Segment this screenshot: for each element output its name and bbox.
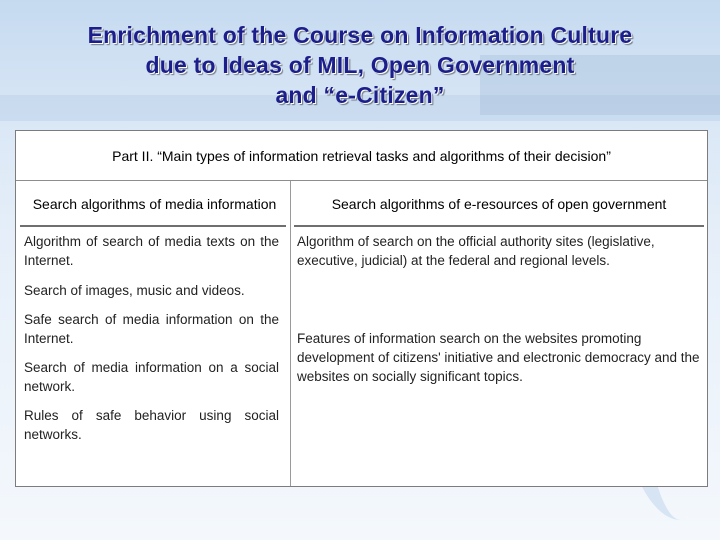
title-line: due to Ideas of MIL, Open Government [145, 52, 575, 78]
heading-divider [20, 225, 286, 227]
left-item: Rules of safe behavior using social networks. [24, 408, 279, 442]
left-item: Algorithm of search of media texts on the Internet. [24, 234, 279, 268]
column-divider [290, 181, 291, 486]
content-table [15, 130, 708, 487]
left-item: Safe search of media information on the Internet. [24, 312, 279, 346]
left-item: Search of images, music and videos. [24, 283, 245, 298]
right-item: Features of information search on the websites promoting development of citizens' initiative and electronic democracy and the websites on socially significant topics. [297, 331, 700, 384]
slide-title [20, 20, 700, 110]
part-header: Part II. “Main types of information retrieval tasks and algorithms of their decision” [16, 131, 707, 181]
right-item: Algorithm of search on the official authority sites (legislative, executive, judicial) at the federal and regional levels. [297, 234, 655, 268]
title-line: and “e-Citizen” [275, 82, 445, 108]
title-line: Enrichment of the Course on Information Culture [87, 22, 633, 48]
left-column-heading: Search algorithms of media information [32, 195, 277, 212]
heading-divider [294, 225, 704, 227]
right-column-heading: Search algorithms of e-resources of open government [331, 195, 667, 212]
left-item: Search of media information on a social network. [24, 360, 279, 394]
